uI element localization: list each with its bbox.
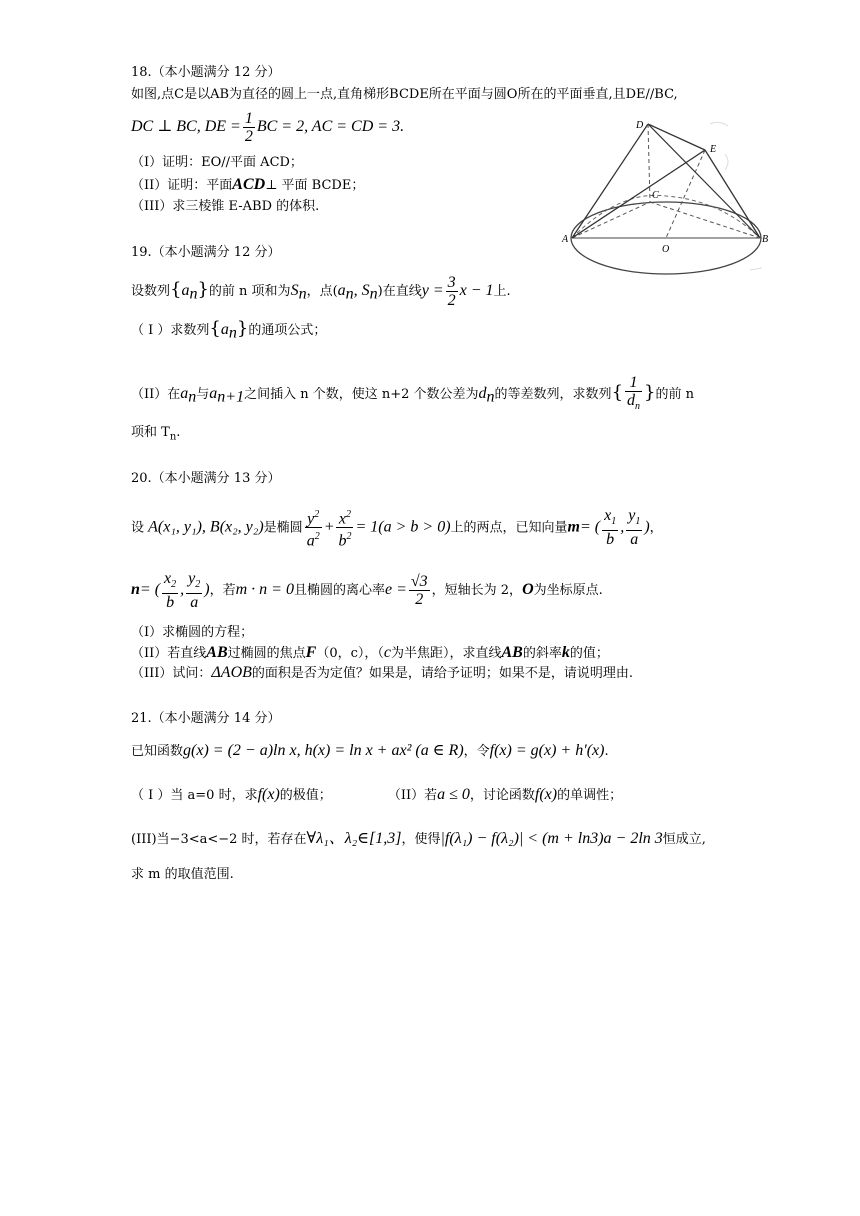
q18-condition	[131, 110, 404, 145]
q21-part3-tail: 求 m 的取值范围.	[131, 867, 234, 882]
q20-part3: （III）试问：ΔAOB的面积是否为定值？如果是，请给予证明；如果不是，请说明理由.	[131, 664, 634, 681]
q19-part2-tail: 项和 $T_n$.	[131, 425, 181, 443]
q20-part1: （I）求椭圆的方程；	[131, 625, 254, 640]
q20-line1: 设 A(x₁, y₁), B(x₂, y₂)是椭圆 $\frac{y^2}{a^2}$ + $\frac{x^2}{b^2}$ = 1(a > b > 0)上的两点，已知向量m= ( $\frac{x_1}{b}$ , $\frac{y_1}{a}$ )，	[131, 507, 663, 550]
q19-line1: 设数列$\{a_n\}$的前 n 项和为$S_n$，点($a_n$, $S_n$)在直线y = $\frac{3}{2}$ x − 1上.	[131, 274, 511, 309]
q19-title: 19.（本小题满分 12 分）	[131, 245, 281, 260]
label-b: B	[762, 234, 769, 245]
q18-cond-part2: BC = 2, AC = CD = 3.	[256, 118, 405, 135]
q18-part1: （I）证明：EO//平面 ACD；	[131, 155, 303, 170]
q19-part2: （II）在$a_n$与$a_{n+1}$之间插入 n 个数，使这 n+2 个数公差为$d_n$的等差数列，求数列{ $\frac{1}{d_n}$ }的前 n	[131, 374, 694, 413]
q18-intro: 如图,点C是以AB为直径的圆上一点,直角梯形BCDE所在平面与圆O所在的平面垂直,且DE//BC,	[131, 87, 678, 102]
q18-part3: （III）求三棱锥 E-ABD 的体积.	[131, 199, 320, 214]
label-c: C	[652, 190, 659, 201]
q20-line2: n= ( $\frac{x_2}{b}$ , $\frac{y_2}{a}$ )，若m · n = 0且椭圆的离心率e = $\frac{√3}{2}$ ，短轴长为 2，O为坐标原点.	[131, 570, 603, 612]
q21-line1: 已知函数g(x) = (2 − a)ln x, h(x) = ln x + ax² (a ∈ R)，令f(x) = g(x) + h′(x).	[131, 742, 609, 759]
label-d: D	[636, 120, 644, 131]
q18-cond-part1: DC ⊥ BC, DE =	[131, 118, 241, 135]
q18-title: 18.（本小题满分 12 分）	[131, 65, 281, 80]
q21-parts-1-2: （ I ）当 a=0 时，求f(x)的极值； （II）若a ≤ 0，讨论函数f(x)的单调性；	[131, 786, 623, 803]
q20-part2: （II）若直线AB过椭圆的焦点F（0，c），（c为半焦距），求直线AB的斜率k的值；	[131, 644, 609, 661]
label-o: O	[662, 244, 670, 255]
q21-title: 21.（本小题满分 14 分）	[131, 711, 281, 726]
q19-part1: （ I ）求数列$\{a_n\}$的通项公式；	[131, 318, 327, 342]
q21-part3: (III)当−3<a<−2 时，若存在∀λ₁、λ₂∈[1,3]，使得|f(λ₁) − f(λ₂)| < (m + ln3)a − 2ln 3恒成立,	[131, 830, 706, 847]
q20-title: 20.（本小题满分 13 分）	[131, 471, 281, 486]
q18-geometry-figure	[560, 110, 770, 286]
q18-part2: （II）证明：平面ACD⊥ 平面 BCDE；	[131, 176, 365, 193]
label-a: A	[562, 234, 569, 245]
q18-acd: ACD	[232, 176, 266, 193]
label-e: E	[710, 144, 717, 155]
q18-cond-fraction: $\frac{1}{2}$	[244, 110, 253, 145]
